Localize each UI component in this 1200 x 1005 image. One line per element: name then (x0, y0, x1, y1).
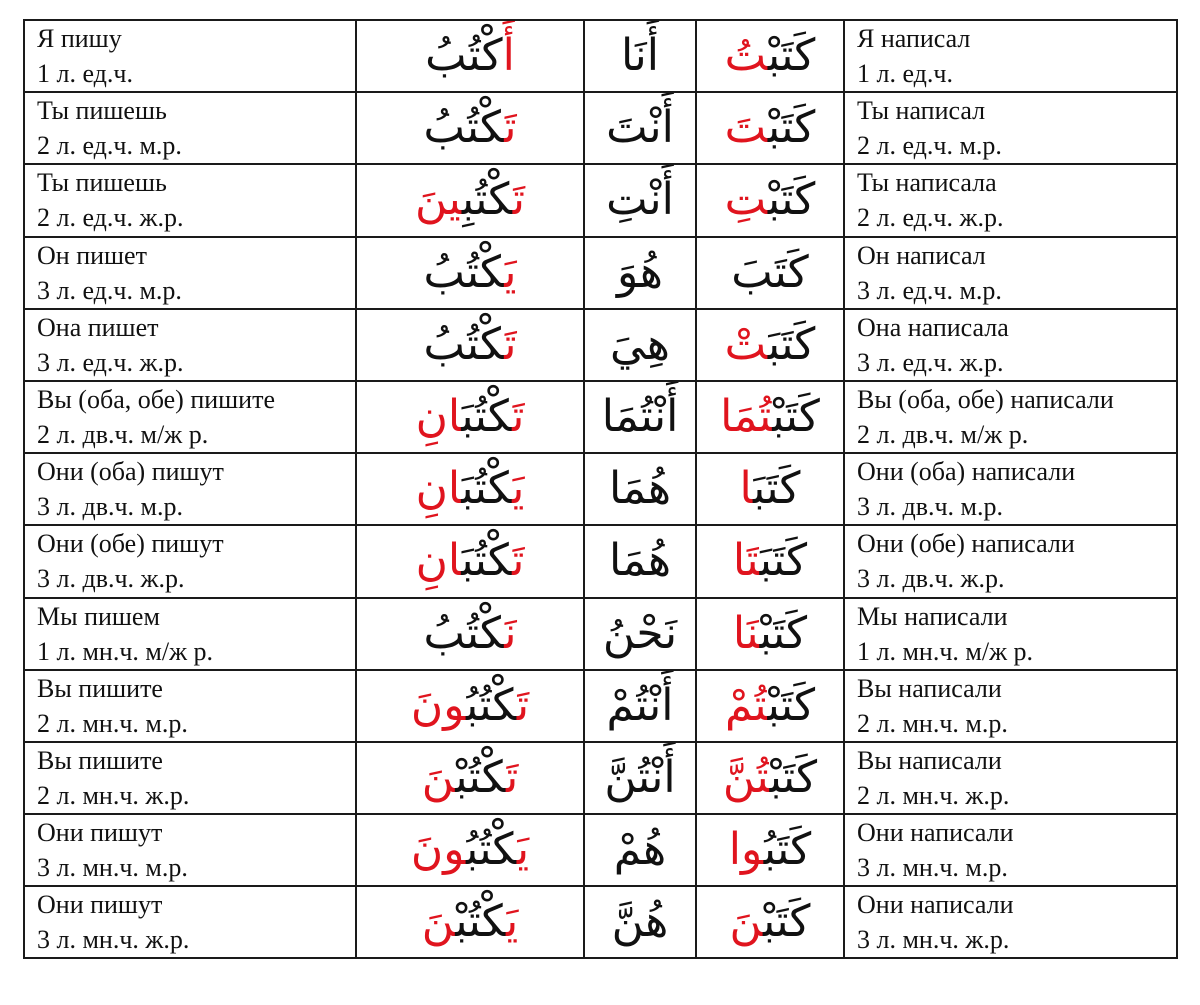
arabic-imperfect-verb (415, 170, 525, 230)
table-row (24, 20, 1177, 92)
perfect-suffix: تُنَّ (722, 751, 770, 803)
perfect-stem: كَتَبَ (731, 246, 809, 298)
russian-present-cell (24, 164, 356, 236)
russian-present-grammar: 3 л. ед.ч. ж.р. (37, 347, 184, 377)
imperfect-affix: يَ (504, 246, 517, 298)
imperfect-affix: تَ (504, 318, 517, 370)
imperfect-stem: كْتُبُ (423, 318, 505, 370)
table-row (24, 814, 1177, 886)
arabic-perfect-verb (725, 98, 816, 158)
russian-present-text: Она пишет (37, 312, 159, 342)
arabic-pronoun: أَنَا (621, 30, 659, 82)
russian-present-grammar: 3 л. ед.ч. м.р. (37, 275, 182, 305)
russian-past-text: Они (обе) написали (857, 529, 1075, 559)
imperfect-affix: تَ (516, 679, 530, 731)
russian-present-grammar: 3 л. мн.ч. ж.р. (37, 925, 190, 955)
russian-present-grammar: 1 л. ед.ч. (37, 59, 133, 89)
perfect-stem: كَتَب (752, 463, 801, 515)
russian-past-cell (844, 92, 1177, 164)
perfect-stem: كَتَبْ (769, 751, 818, 803)
table-row (24, 309, 1177, 381)
russian-present-grammar: 3 л. дв.ч. ж.р. (37, 564, 185, 594)
russian-present-cell (24, 381, 356, 453)
russian-present-grammar: 1 л. мн.ч. м/ж р. (37, 636, 214, 666)
table-row (24, 164, 1177, 236)
imperfect-stem: كْتُبُ (423, 246, 505, 298)
russian-past-text: Мы написали (857, 601, 1008, 631)
russian-past-grammar: 2 л. мн.ч. м.р. (857, 708, 1008, 738)
russian-past-grammar: 3 л. дв.ч. м.р. (857, 492, 1004, 522)
imperfect-affix: َانِ (415, 463, 462, 515)
arabic-perfect-cell (696, 525, 844, 597)
arabic-pronoun: أَنْتُمَا (601, 391, 679, 443)
arabic-pronoun: أَنْتِ (606, 174, 674, 226)
russian-present-cell (24, 453, 356, 525)
russian-past-text: Они написали (857, 890, 1014, 920)
perfect-stem: كَتَبْ (767, 174, 816, 226)
arabic-pronoun-cell (584, 20, 696, 92)
arabic-imperfect-verb (425, 26, 515, 86)
arabic-perfect-cell (696, 814, 844, 886)
perfect-suffix: نَ (729, 896, 763, 948)
imperfect-stem: كْتُبْ (455, 751, 507, 803)
imperfect-affix: أَ (502, 30, 515, 82)
russian-past-text: Вы написали (857, 673, 1002, 703)
russian-present-grammar: 2 л. мн.ч. м.р. (37, 708, 188, 738)
arabic-pronoun: هُنَّ (611, 896, 669, 948)
russian-present-text: Они пишут (37, 818, 163, 848)
russian-present-cell (24, 886, 356, 958)
arabic-imperfect-verb (422, 892, 519, 952)
russian-past-grammar: 2 л. мн.ч. ж.р. (857, 780, 1010, 810)
russian-past-cell (844, 525, 1177, 597)
imperfect-affix: ُونَ (410, 679, 466, 731)
table-row (24, 742, 1177, 814)
russian-past-cell (844, 20, 1177, 92)
imperfect-affix: تَ (504, 102, 517, 154)
arabic-pronoun: أَنْتُنَّ (604, 751, 676, 803)
russian-present-text: Он пишет (37, 240, 147, 270)
arabic-perfect-cell (696, 164, 844, 236)
table-row (24, 237, 1177, 309)
arabic-pronoun-cell (584, 525, 696, 597)
russian-present-cell (24, 742, 356, 814)
imperfect-affix: تَ (512, 174, 525, 226)
perfect-suffix: تُ (724, 30, 768, 82)
russian-past-grammar: 3 л. ед.ч. м.р. (857, 275, 1002, 305)
perfect-stem: كَتَب (759, 535, 808, 587)
arabic-imperfect-verb (411, 820, 529, 880)
arabic-perfect-verb (740, 459, 801, 519)
imperfect-affix: نَ (504, 607, 517, 659)
arabic-pronoun-cell (584, 92, 696, 164)
arabic-pronoun: أَنْتُمْ (606, 679, 674, 731)
russian-past-text: Они (оба) написали (857, 457, 1076, 487)
table-row (24, 525, 1177, 597)
arabic-imperfect-verb (416, 531, 525, 591)
imperfect-affix: ُونَ (410, 824, 466, 876)
russian-present-cell (24, 670, 356, 742)
russian-past-grammar: 2 л. ед.ч. ж.р. (857, 203, 1004, 233)
arabic-pronoun: نَحْنُ (602, 607, 678, 659)
table-row (24, 92, 1177, 164)
russian-present-cell (24, 309, 356, 381)
imperfect-affix: يَ (506, 896, 519, 948)
arabic-perfect-cell (696, 670, 844, 742)
arabic-imperfect-cell (356, 814, 584, 886)
arabic-pronoun-cell (584, 670, 696, 742)
table-row (24, 453, 1177, 525)
table-row (24, 598, 1177, 670)
imperfect-stem: كْتُب (461, 174, 513, 226)
imperfect-affix: يَ (512, 463, 525, 515)
russian-past-text: Он написал (857, 240, 986, 270)
russian-past-text: Они написали (857, 818, 1014, 848)
russian-past-text: Вы написали (857, 745, 1002, 775)
arabic-imperfect-cell (356, 742, 584, 814)
imperfect-affix: َانِ (415, 391, 462, 443)
russian-past-cell (844, 814, 1177, 886)
perfect-stem: كَتَبْ (767, 102, 816, 154)
arabic-imperfect-cell (356, 92, 584, 164)
perfect-suffix: َتَا (732, 535, 760, 587)
russian-past-grammar: 3 л. дв.ч. ж.р. (857, 564, 1005, 594)
arabic-perfect-cell (696, 742, 844, 814)
imperfect-affix: تَ (512, 391, 525, 443)
arabic-imperfect-cell (356, 20, 584, 92)
arabic-imperfect-cell (356, 164, 584, 236)
arabic-imperfect-cell (356, 237, 584, 309)
arabic-pronoun-cell (584, 164, 696, 236)
russian-past-cell (844, 886, 1177, 958)
russian-past-cell (844, 237, 1177, 309)
perfect-stem: كَتَبْ (772, 391, 820, 443)
russian-past-grammar: 1 л. мн.ч. м/ж р. (857, 636, 1034, 666)
imperfect-affix: ِينَ (415, 174, 462, 226)
arabic-pronoun-cell (584, 453, 696, 525)
russian-present-grammar: 3 л. мн.ч. м.р. (37, 853, 188, 883)
russian-past-cell (844, 164, 1177, 236)
imperfect-stem: كْتُب (465, 679, 517, 731)
russian-past-cell (844, 742, 1177, 814)
arabic-perfect-verb (729, 892, 810, 952)
arabic-perfect-verb (725, 315, 816, 375)
perfect-suffix: ُوا (728, 824, 764, 876)
perfect-suffix: تُمَا (720, 391, 773, 443)
imperfect-affix: نَ (421, 896, 456, 948)
arabic-pronoun-cell (584, 381, 696, 453)
russian-past-text: Я написал (857, 24, 971, 54)
russian-past-cell (844, 381, 1177, 453)
arabic-imperfect-cell (356, 525, 584, 597)
arabic-pronoun: هُمَا (608, 463, 672, 515)
russian-present-text: Вы (оба, обе) пишите (37, 385, 275, 415)
russian-past-text: Она написала (857, 312, 1009, 342)
russian-past-grammar: 3 л. мн.ч. ж.р. (857, 925, 1010, 955)
imperfect-affix: َانِ (415, 535, 462, 587)
perfect-stem: كَتَبَ (767, 318, 816, 370)
russian-past-grammar: 2 л. дв.ч. м/ж р. (857, 420, 1029, 450)
imperfect-stem: كْتُب (465, 824, 517, 876)
table-body (24, 20, 1177, 958)
russian-present-text: Я пишу (37, 24, 122, 54)
arabic-perfect-verb (725, 170, 816, 230)
imperfect-stem: كْتُب (461, 535, 513, 587)
perfect-suffix: تْ (724, 318, 768, 370)
table-row (24, 670, 1177, 742)
arabic-pronoun-cell (584, 598, 696, 670)
russian-past-text: Вы (оба, обе) написали (857, 385, 1114, 415)
imperfect-stem: كْتُبْ (455, 896, 507, 948)
russian-present-text: Ты пишешь (37, 96, 167, 126)
arabic-pronoun: هُمَا (608, 535, 672, 587)
arabic-pronoun: هُوَ (617, 246, 663, 298)
russian-present-cell (24, 237, 356, 309)
perfect-suffix: تَ (724, 102, 768, 154)
arabic-imperfect-cell (356, 670, 584, 742)
russian-past-grammar: 2 л. ед.ч. м.р. (857, 131, 1002, 161)
arabic-pronoun-cell (584, 309, 696, 381)
arabic-imperfect-verb (423, 243, 516, 303)
arabic-perfect-cell (696, 309, 844, 381)
russian-past-text: Ты написала (857, 168, 997, 198)
imperfect-affix: يَ (516, 824, 530, 876)
perfect-stem: كَتَبْ (767, 679, 816, 731)
arabic-imperfect-verb (422, 748, 519, 808)
russian-present-grammar: 2 л. ед.ч. ж.р. (37, 203, 184, 233)
arabic-pronoun-cell (584, 237, 696, 309)
russian-past-grammar: 1 л. ед.ч. (857, 59, 953, 89)
arabic-perfect-verb (733, 604, 807, 664)
arabic-perfect-cell (696, 598, 844, 670)
arabic-perfect-verb (723, 748, 817, 808)
arabic-perfect-verb (729, 820, 811, 880)
imperfect-affix: نَ (421, 751, 456, 803)
arabic-perfect-verb (725, 26, 816, 86)
arabic-perfect-cell (696, 92, 844, 164)
russian-present-text: Вы пишите (37, 673, 163, 703)
russian-present-cell (24, 92, 356, 164)
arabic-imperfect-verb (416, 387, 525, 447)
arabic-perfect-cell (696, 381, 844, 453)
perfect-stem: كَتَب (763, 824, 812, 876)
russian-past-cell (844, 309, 1177, 381)
perfect-suffix: تُمْ (724, 679, 768, 731)
russian-present-text: Они (обе) пишут (37, 529, 224, 559)
table-row (24, 381, 1177, 453)
arabic-imperfect-cell (356, 453, 584, 525)
russian-present-cell (24, 20, 356, 92)
arabic-imperfect-verb (423, 604, 516, 664)
russian-present-grammar: 2 л. мн.ч. ж.р. (37, 780, 190, 810)
arabic-imperfect-cell (356, 309, 584, 381)
russian-past-grammar: 3 л. мн.ч. м.р. (857, 853, 1008, 883)
russian-present-grammar: 2 л. ед.ч. м.р. (37, 131, 182, 161)
arabic-imperfect-verb (423, 98, 516, 158)
russian-present-text: Вы пишите (37, 745, 163, 775)
arabic-imperfect-cell (356, 598, 584, 670)
perfect-stem: كَتَبْ (762, 896, 811, 948)
imperfect-affix: تَ (512, 535, 525, 587)
arabic-perfect-cell (696, 237, 844, 309)
russian-present-cell (24, 525, 356, 597)
russian-present-grammar: 3 л. дв.ч. м.р. (37, 492, 184, 522)
arabic-perfect-verb (731, 243, 808, 303)
russian-past-cell (844, 453, 1177, 525)
russian-present-text: Они пишут (37, 890, 163, 920)
russian-present-cell (24, 814, 356, 886)
imperfect-stem: كْتُب (461, 463, 513, 515)
russian-present-text: Ты пишешь (37, 168, 167, 198)
arabic-imperfect-cell (356, 886, 584, 958)
arabic-perfect-cell (696, 886, 844, 958)
arabic-imperfect-verb (411, 676, 529, 736)
arabic-imperfect-cell (356, 381, 584, 453)
russian-present-cell (24, 598, 356, 670)
arabic-perfect-verb (733, 531, 807, 591)
arabic-pronoun: هِيَ (610, 318, 670, 370)
perfect-suffix: تِ (724, 174, 768, 226)
arabic-imperfect-verb (423, 315, 516, 375)
arabic-pronoun: أَنْتَ (606, 102, 674, 154)
imperfect-stem: كْتُب (461, 391, 513, 443)
russian-past-cell (844, 598, 1177, 670)
imperfect-stem: كْتُبُ (423, 102, 505, 154)
conjugation-table (23, 19, 1178, 959)
russian-past-grammar: 3 л. ед.ч. ж.р. (857, 347, 1004, 377)
perfect-stem: كَتَبْ (767, 30, 816, 82)
imperfect-stem: كْتُبُ (425, 30, 503, 82)
table-row (24, 886, 1177, 958)
russian-present-text: Они (оба) пишут (37, 457, 224, 487)
perfect-suffix: َا (739, 463, 753, 515)
arabic-perfect-cell (696, 20, 844, 92)
arabic-pronoun-cell (584, 814, 696, 886)
arabic-perfect-verb (720, 387, 820, 447)
arabic-pronoun: هُمْ (613, 824, 667, 876)
arabic-imperfect-verb (416, 459, 525, 519)
arabic-perfect-verb (725, 676, 815, 736)
perfect-stem: كَتَبْ (759, 607, 808, 659)
russian-past-cell (844, 670, 1177, 742)
arabic-pronoun-cell (584, 886, 696, 958)
imperfect-affix: تَ (506, 751, 519, 803)
arabic-perfect-cell (696, 453, 844, 525)
perfect-suffix: نَا (732, 607, 760, 659)
imperfect-stem: كْتُبُ (423, 607, 505, 659)
russian-present-text: Мы пишем (37, 601, 160, 631)
russian-past-text: Ты написал (857, 96, 986, 126)
arabic-pronoun-cell (584, 742, 696, 814)
russian-present-grammar: 2 л. дв.ч. м/ж р. (37, 420, 209, 450)
